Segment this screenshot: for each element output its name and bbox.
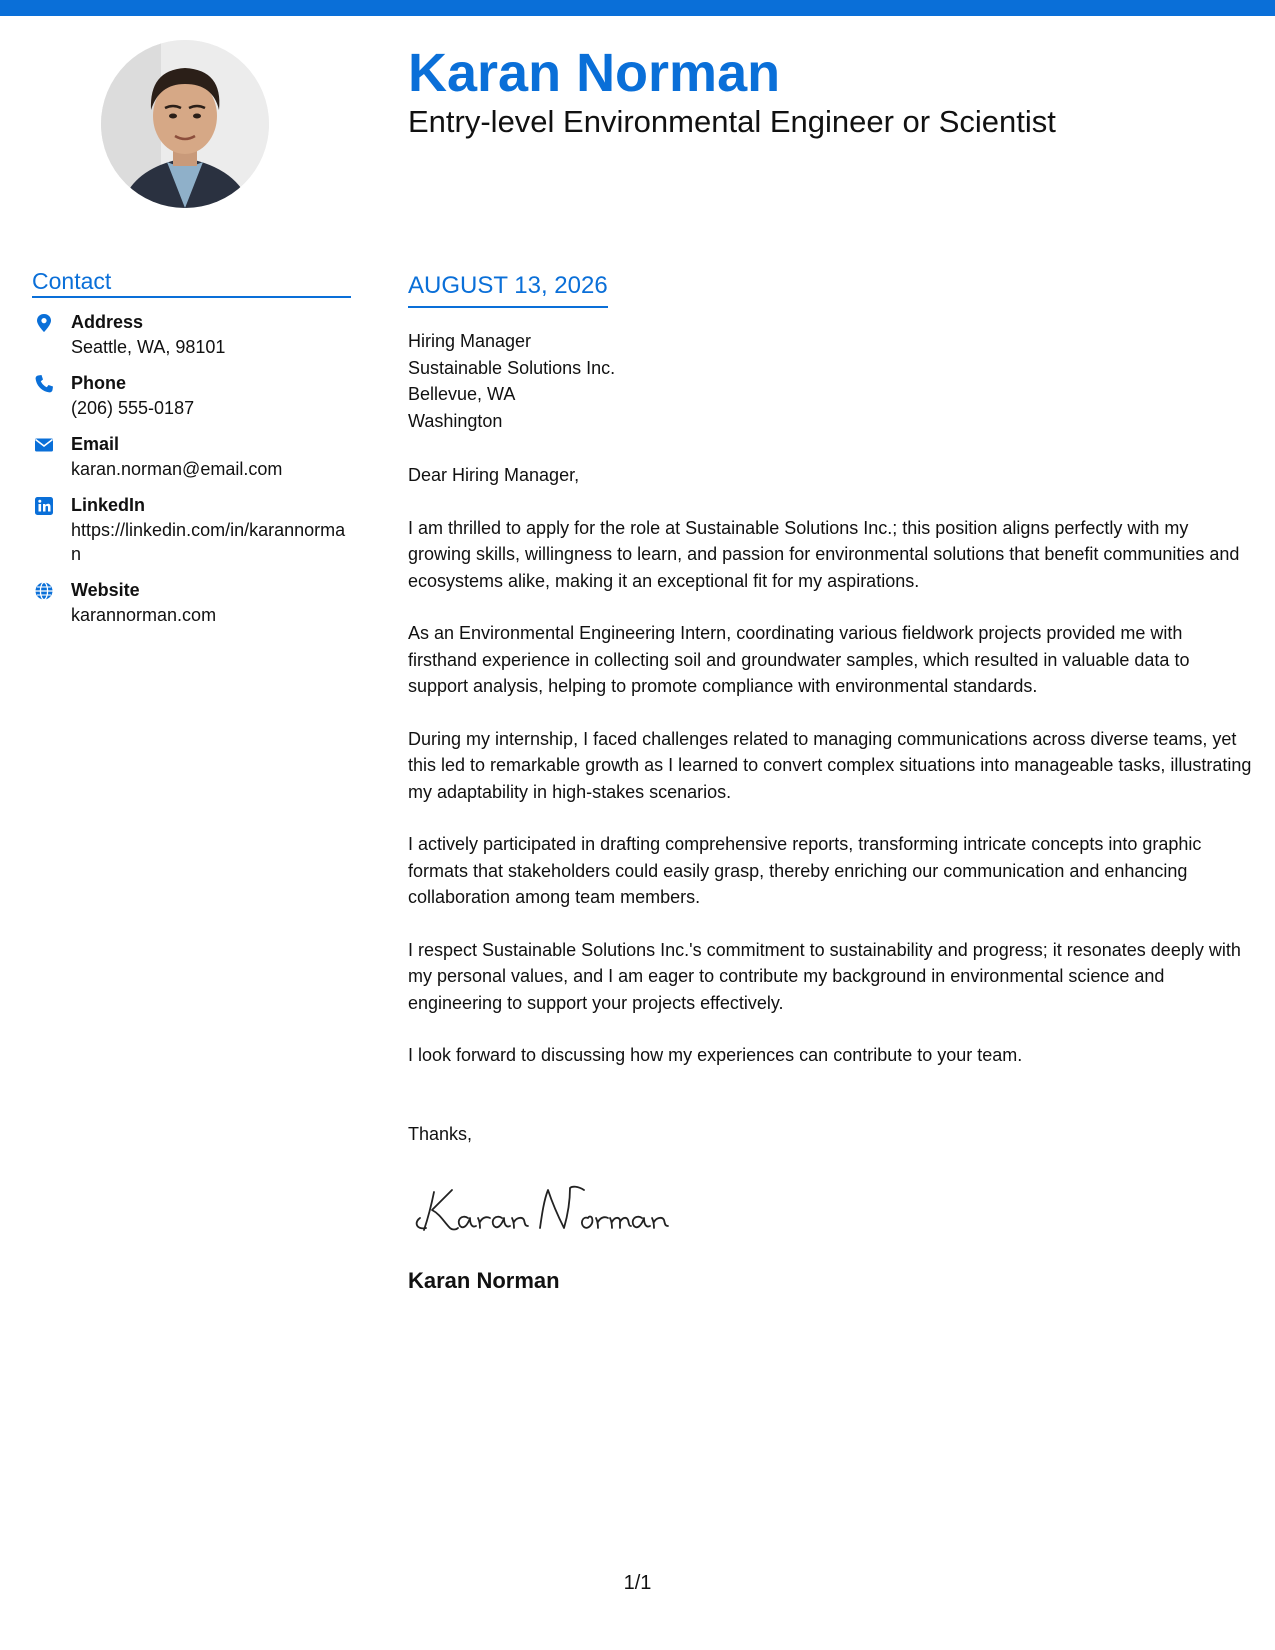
profile-photo [101,40,269,208]
body-paragraph: I respect Sustainable Solutions Inc.'s commitment to sustainability and progress; it resonates deeply with my personal values, and I am eager to contribute my background in environmental science and engineering to support your projects effectively. [408,939,1241,1013]
contact-label: Phone [71,373,127,393]
letter-date: AUGUST 13, 2026 [408,270,608,308]
globe-icon [34,581,54,601]
applicant-title: Entry-level Environmental Engineer or Scientist [408,104,1056,139]
email-icon [34,435,54,455]
contact-label: LinkedIn [71,495,146,515]
contact-value: karan.norman@email.com [71,459,283,479]
contact-item-website [32,578,352,627]
recipient-line: Sustainable Solutions Inc. [408,357,616,378]
recipient-block [408,328,615,434]
phone-icon [34,374,54,394]
recipient-line: Washington [408,410,503,431]
contact-label: Website [71,580,140,600]
contact-label: Address [71,312,144,332]
applicant-name: Karan Norman [408,43,781,103]
salutation: Dear Hiring Manager, [408,465,580,485]
contact-item-email [32,432,352,481]
contact-item-phone [32,371,352,420]
handwritten-signature [412,1178,672,1242]
contact-value: (206) 555-0187 [71,398,195,418]
closing: Thanks, [408,1124,473,1144]
body-paragraph: I actively participated in drafting comprehensive reports, transforming intricate concepts into graphic formats that stakeholders could easily grasp, thereby enriching our communication and enhancing collaboration among team members. [408,834,1202,907]
body-paragraph: During my internship, I faced challenges related to managing communications across diverse teams, yet this led to remarkable growth as I learned to convert complex situations into manageable tasks, illustrating my adaptability in high-stakes scenarios. [408,728,1252,802]
contact-item-address [32,310,352,359]
location-pin-icon [34,313,54,333]
recipient-line: Bellevue, WA [408,384,516,404]
contact-value: Seattle, WA, 98101 [71,337,226,357]
contact-heading: Contact [32,266,351,298]
body-paragraph: I am thrilled to apply for the role at Sustainable Solutions Inc.; this position aligns perfectly with my growing skills, willingness to learn, and passion for environmental solutions that benefit communities and ecosystems alike, making it an exceptional fit for my aspirations. [408,517,1240,591]
letter-body [408,462,1253,1095]
page-number: 1/1 [623,1572,652,1594]
body-paragraph: I look forward to discussing how my experiences can contribute to your team. [408,1045,1023,1065]
contact-value: karannorman.com [71,605,217,625]
body-paragraph: As an Environmental Engineering Intern, coordinating various fieldwork projects provided me with firsthand experience in collecting soil and groundwater samples, which resulted in valuable data to support analysis, helping to promote compliance with environmental standards. [408,623,1190,696]
contact-list [32,310,352,639]
linkedin-icon [34,496,54,516]
contact-value: https://linkedin.com/in/karannorman [71,520,346,564]
top-accent-bar [0,0,1275,16]
contact-label: Email [71,434,120,454]
signer-name: Karan Norman [408,1268,560,1293]
recipient-line: Hiring Manager [408,331,532,351]
contact-item-linkedin [32,493,352,566]
